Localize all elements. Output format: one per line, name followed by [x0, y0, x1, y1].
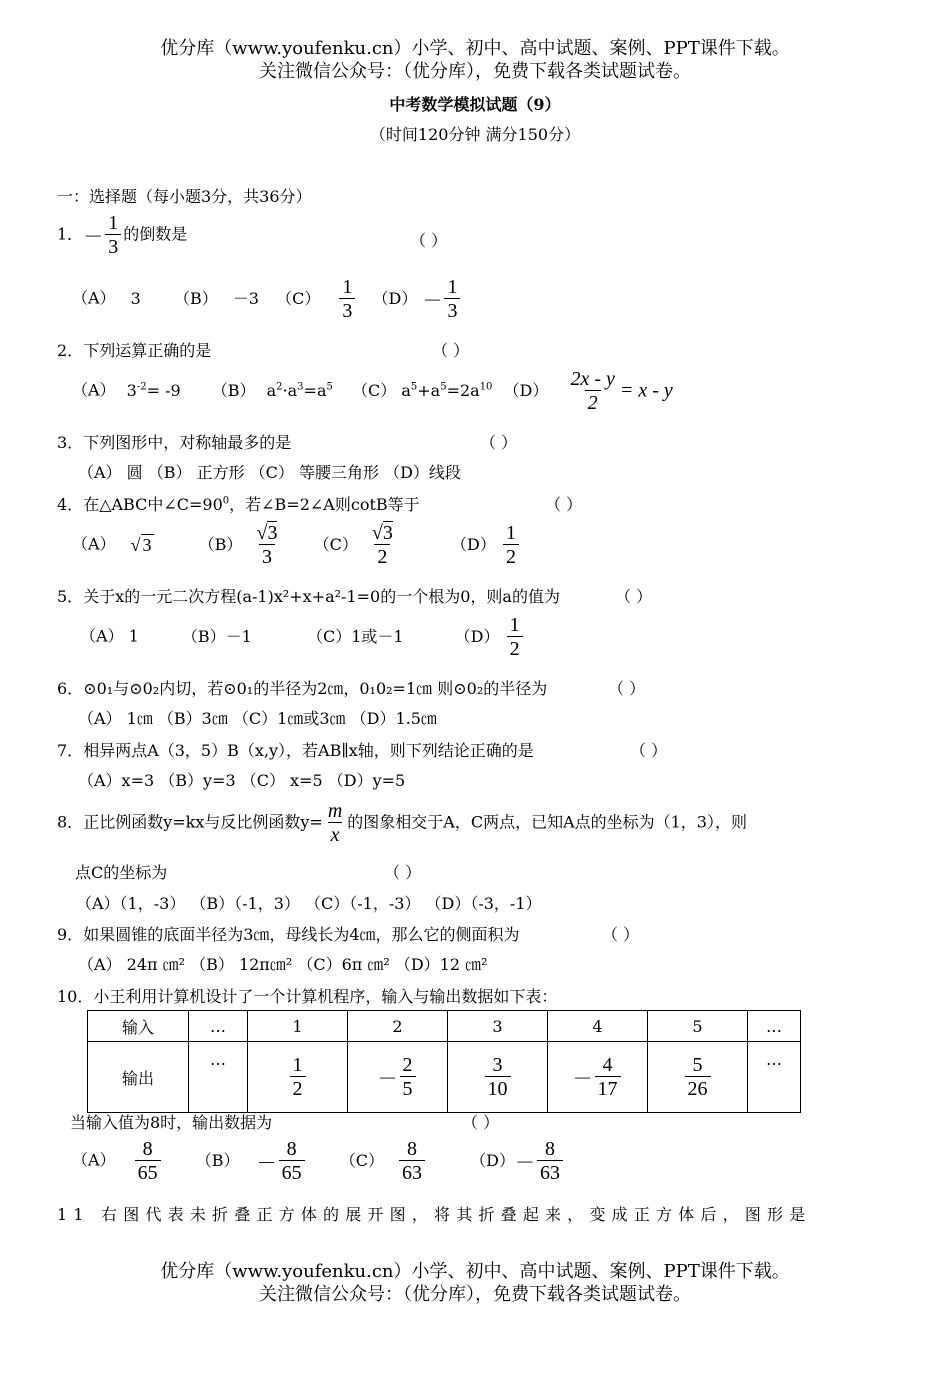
header-line-1: 优分库（www.youfenku.cn）小学、初中、高中试题、案例、PPT课件下载。 [160, 38, 790, 59]
option-d: $\frac{1}{2}$ [507, 614, 523, 660]
option-d: $\frac{8}{63}$ [537, 1138, 563, 1184]
option-a-label: （A） [72, 288, 116, 308]
answer-paren: （ ） [384, 863, 422, 882]
table-cell: … [748, 1042, 801, 1113]
answer-paren: （ ） [545, 495, 583, 514]
option-c: （C）1或－1 [306, 626, 404, 646]
table-cell: … [748, 1011, 801, 1042]
option-d: $\frac{1}{3}$ [444, 276, 460, 322]
answer-paren: （ ） [432, 341, 470, 360]
question-6-options: （A） 1㎝ （B）3㎝ （C）1㎝或3㎝ （D）1.5㎝ [78, 709, 437, 728]
question-text: 的倒数是 [123, 224, 188, 244]
answer-paren: （ ） [630, 741, 668, 760]
answer-paren: （ ） [615, 587, 653, 606]
option-c: $\frac{√3}{2}$ [371, 522, 393, 568]
table-cell: 5 [648, 1011, 748, 1042]
question-10: 10．小王利用计算机设计了一个计算机程序，输入与输出数据如下表： [57, 987, 558, 1006]
table-cell: 1 [248, 1011, 348, 1042]
question-2-options: （A） $3^{-2}= -9$ （B） $a^2\cdot a^3=a^5$ （C） $a^5+a^5=2a^{10}$ （D） $\frac{2x - y}{2}$ = x - y [72, 368, 673, 414]
table-cell: － $\frac{2}{5}$ [348, 1042, 448, 1113]
option-b: $a^2\cdot a^3=a^5$ [266, 380, 333, 400]
question-3: 3．下列图形中，对称轴最多的是 [57, 433, 292, 452]
answer-paren: （ ） [608, 679, 646, 698]
table-row [88, 1011, 801, 1042]
footer-line-2: 关注微信公众号：（优分库），免费下载各类试题试卷。 [259, 1284, 691, 1305]
table-cell: … [189, 1011, 248, 1042]
option-b: $\frac{8}{65}$ [279, 1138, 305, 1184]
option-a: $\frac{8}{65}$ [135, 1138, 161, 1184]
option-c-label: （C） [276, 288, 321, 308]
option-a: √ 3 [130, 534, 152, 555]
header-line-2: 关注微信公众号：（优分库），免费下载各类试题试卷。 [259, 61, 691, 82]
question-7: 7．相异两点A（3，5）B（x,y），若AB∥x轴，则下列结论正确的是 [57, 741, 534, 760]
question-4-options: （A） √ 3 （B） $\frac{√3}{3}$ （C） $\frac{√3}{2}$ （D） $\frac{1}{2}$ [72, 522, 521, 568]
question-8: 8．正比例函数y=kx与反比例函数y= $\frac{m}{x}$ 的图象相交于A，C两点，已知A点的坐标为（1，3），则 [57, 800, 747, 846]
option-d: $\frac{2x - y}{2}$ [570, 368, 615, 414]
footer-line-1: 优分库（www.youfenku.cn）小学、初中、高中试题、案例、PPT课件下载。 [160, 1261, 790, 1282]
option-b-label: （B） [173, 288, 218, 308]
io-table [87, 1010, 801, 1113]
answer-paren: （ ） [462, 1113, 500, 1132]
exam-title: 中考数学模拟试题（9） [389, 95, 561, 114]
option-b: －3 [232, 288, 259, 308]
question-number: 1． [57, 224, 84, 244]
output-header: 输出 [88, 1042, 189, 1113]
option-c: $a^5+a^5=2a^{10}$ [401, 380, 493, 400]
fraction: $\frac{m}{x}$ [327, 800, 343, 846]
question-5: 5．关于x的一元二次方程(a-1)x²+x+a²-1=0的一个根为0，则a的值为 [57, 587, 560, 606]
minus-sign: － [422, 290, 443, 313]
option-a: （A） 1 [80, 626, 139, 646]
table-cell: $\frac{1}{2}$ [248, 1042, 348, 1113]
option-b: $\frac{√3}{3}$ [256, 522, 278, 568]
question-8-continued: 点C的坐标为 [75, 863, 168, 882]
table-row [88, 1042, 801, 1113]
question-6: 6．⊙0₁与⊙0₂内切，若⊙0₁的半径为2㎝，0₁0₂=1㎝ 则⊙0₂的半径为 [57, 679, 548, 698]
minus-sign: － [83, 226, 104, 249]
question-7-options: （A）x=3 （B）y=3 （C） x=5 （D）y=5 [78, 771, 406, 790]
option-c: $\frac{8}{63}$ [399, 1138, 425, 1184]
table-cell: 2 [348, 1011, 448, 1042]
option-d-label: （D） [372, 288, 418, 308]
question-9-options: （A） 24π ㎝² （B） 12π㎝² （C）6π ㎝² （D）12 ㎝² [78, 955, 488, 974]
fraction: $\frac{1}{3}$ [105, 212, 121, 258]
option-a: $3^{-2}= -9$ [126, 380, 181, 400]
question-3-options: （A） 圆 （B） 正方形 （C） 等腰三角形 （D）线段 [78, 463, 461, 482]
answer-paren: （ ） [480, 433, 518, 452]
question-8-options: （A）（1，-3） （B）（-1，3） （C）（-1，-3） （D）（-3，-1） [76, 894, 542, 913]
input-header: 输入 [88, 1011, 189, 1042]
table-cell: 3 [448, 1011, 548, 1042]
question-1-options [72, 276, 462, 322]
question-1 [57, 212, 187, 258]
question-10-options: （A） $\frac{8}{65}$ （B） － $\frac{8}{65}$ （C） $\frac{8}{63}$ （D）－ $\frac{8}{63}$ [72, 1138, 565, 1184]
answer-paren: （ ） [410, 231, 448, 250]
question-5-options: （A） 1 （B）－1 （C）1或－1 （D） $\frac{1}{2}$ [80, 614, 525, 660]
section-heading: 一：选择题（每小题3分，共36分） [57, 187, 312, 206]
option-d: $\frac{1}{2}$ [503, 522, 519, 568]
question-2: 2．下列运算正确的是 [57, 341, 212, 360]
exam-subtitle: （时间120分钟 满分150分） [369, 125, 581, 144]
option-c: $\frac{1}{3}$ [339, 276, 355, 322]
option-a: 3 [130, 288, 141, 308]
table-cell: $\frac{5}{26}$ [648, 1042, 748, 1113]
question-4: 4．在△ABC中$\angle C=90^0$，若∠B=2∠A则cotB等于 [57, 495, 420, 514]
table-cell: … [189, 1042, 248, 1113]
question-10-prompt: 当输入值为8时，输出数据为 [70, 1113, 273, 1132]
question-11: 11 右图代表未折叠正方体的展开图，将其折叠起来，变成正方体后，图形是 [57, 1205, 812, 1224]
question-9: 9．如果圆锥的底面半径为3㎝，母线长为4㎝，那么它的侧面积为 [57, 925, 520, 944]
answer-paren: （ ） [602, 925, 640, 944]
table-cell: $\frac{3}{10}$ [448, 1042, 548, 1113]
table-cell: － $\frac{4}{17}$ [548, 1042, 648, 1113]
table-cell: 4 [548, 1011, 648, 1042]
option-b: （B）－1 [181, 626, 252, 646]
